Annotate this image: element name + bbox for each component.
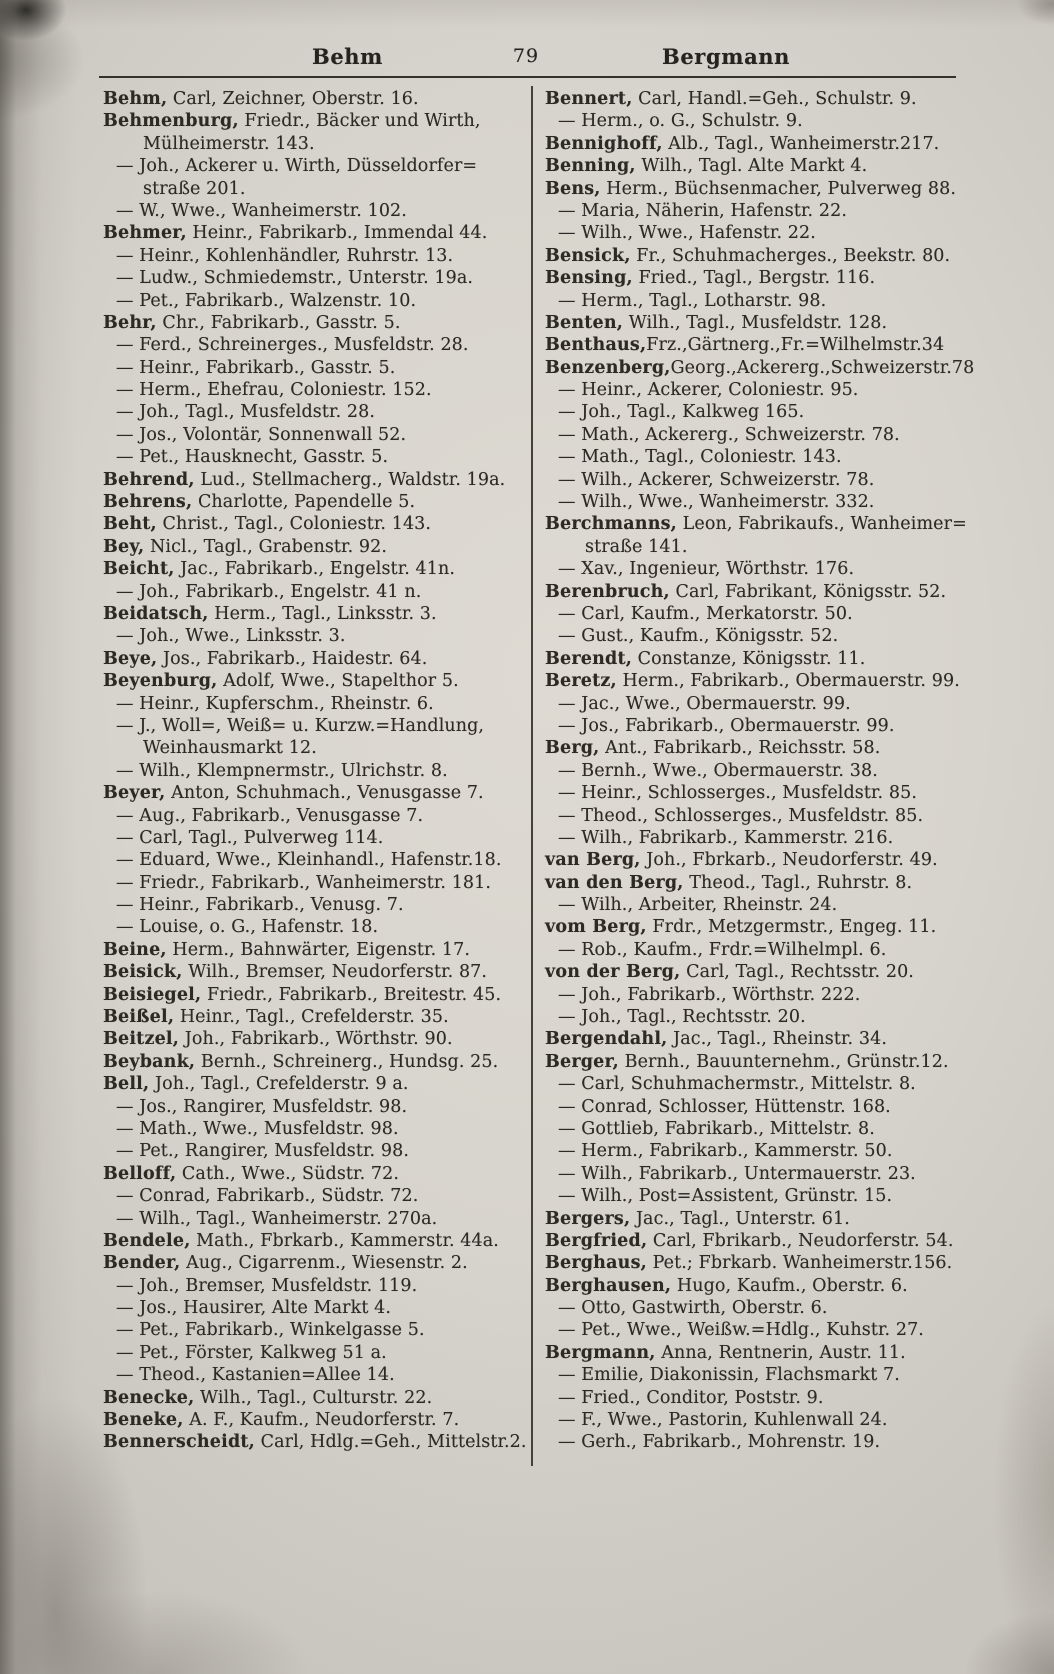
directory-entry-line: Behmer, Heinr., Fabrikarb., Immendal 44. (103, 223, 488, 244)
directory-entry-line: — Conrad, Fabrikarb., Südstr. 72. (116, 1186, 419, 1207)
surname: Beidatsch, (103, 603, 209, 624)
directory-entry-line: Behr, Chr., Fabrikarb., Gasstr. 5. (103, 312, 401, 333)
directory-entry-line: Bender, Aug., Cigarrenm., Wiesenstr. 2. (103, 1253, 468, 1274)
header-right-title: Bergmann (662, 44, 791, 69)
surname: Bensick, (545, 245, 631, 266)
directory-entry-line: Berger, Bernh., Bauunternehm., Grünstr.12. (545, 1051, 949, 1072)
directory-entry-line: — Pet., Hausknecht, Gasstr. 5. (116, 447, 389, 468)
directory-entry-line: — Jos., Volontär, Sonnenwall 52. (116, 424, 407, 445)
directory-entry-line: — Xav., Ingenieur, Wörthstr. 176. (558, 559, 855, 580)
surname: Beybank, (103, 1051, 196, 1072)
directory-entry-line: — Carl, Schuhmachermstr., Mittelstr. 8. (558, 1074, 916, 1095)
directory-entry-line: — Theod., Kastanien=Allee 14. (116, 1365, 395, 1386)
surname: Beyenburg, (103, 671, 218, 692)
directory-entry-line: — Carl, Kaufm., Merkatorstr. 50. (558, 603, 853, 624)
directory-entry-line: — J., Woll=, Weiß= u. Kurzw.=Handlung, (116, 715, 485, 736)
surname: Beht, (103, 514, 157, 535)
surname: Benzenberg, (545, 357, 671, 378)
directory-entry-line: — Ludw., Schmiedemstr., Unterstr. 19a. (116, 268, 474, 289)
directory-entry-line: — Wilh., Klempnermstr., Ulrichstr. 8. (116, 760, 448, 781)
page-number: 79 (512, 45, 540, 67)
column-right (545, 88, 975, 1454)
directory-entry-line: — Wilh., Arbeiter, Rheinstr. 24. (558, 895, 838, 916)
surname: Beicht, (103, 559, 175, 580)
directory-entry-line: Belloff, Cath., Wwe., Südstr. 72. (103, 1163, 400, 1184)
directory-entry-line: — Jos., Rangirer, Musfeldstr. 98. (116, 1096, 408, 1117)
directory-entry-line: Berghaus, Pet.; Fbrkarb. Wanheimerstr.156. (545, 1253, 953, 1274)
directory-entry-line: — Wilh., Ackerer, Schweizerstr. 78. (558, 469, 875, 490)
surname: van Berg, (545, 850, 641, 871)
directory-entry-line: — Math., Tagl., Coloniestr. 143. (558, 447, 842, 468)
directory-entry-line: Bergendahl, Jac., Tagl., Rheinstr. 34. (545, 1029, 888, 1050)
surname: vom Berg, (545, 917, 647, 938)
directory-entry-line: straße 141. (585, 536, 688, 557)
directory-entry-line: Bensick, Fr., Schuhmacherges., Beekstr. 80. (545, 245, 951, 266)
directory-entry-line: — Wilh., Wwe., Hafenstr. 22. (558, 223, 816, 244)
directory-entry-line: Bennerscheidt, Carl, Hdlg.=Geh., Mittelstr.2. (103, 1432, 527, 1453)
directory-entry-line: straße 201. (143, 178, 246, 199)
directory-entry-line: Bensing, Fried., Tagl., Bergstr. 116. (545, 268, 876, 289)
directory-entry-line: — Wilh., Post=Assistent, Grünstr. 15. (558, 1186, 893, 1207)
surname: Benthaus, (545, 335, 647, 356)
directory-entry-line: Behrens, Charlotte, Papendelle 5. (103, 492, 416, 513)
surname: Benecke, (103, 1387, 195, 1408)
directory-entry-line: — Joh., Bremser, Musfeldstr. 119. (116, 1275, 418, 1296)
directory-entry-line: — Gottlieb, Fabrikarb., Mittelstr. 8. (558, 1118, 875, 1139)
directory-entry-line: — Otto, Gastwirth, Oberstr. 6. (558, 1298, 828, 1319)
surname: Beißel, (103, 1007, 175, 1028)
directory-entry-line: — Jos., Hausirer, Alte Markt 4. (116, 1298, 392, 1319)
surname: Behm, (103, 89, 168, 109)
directory-entry-line: Beybank, Bernh., Schreinerg., Hundsg. 25. (103, 1051, 499, 1072)
directory-entry-line: Berenbruch, Carl, Fabrikant, Königsstr. 52. (545, 581, 947, 602)
directory-entry-line: Mülheimerstr. 143. (143, 133, 315, 154)
directory-entry-line: Beneke, A. F., Kaufm., Neudorferstr. 7. (103, 1410, 460, 1431)
surname: Bennerscheidt, (103, 1432, 255, 1453)
surname: Beretz, (545, 671, 617, 692)
directory-entry-line: — Conrad, Schlosser, Hüttenstr. 168. (558, 1096, 891, 1117)
directory-entry-line: — Ferd., Schreinerges., Musfeldstr. 28. (116, 335, 469, 356)
directory-entry-line: — Joh., Tagl., Kalkweg 165. (558, 402, 805, 423)
directory-entry-line: Berendt, Constanze, Königsstr. 11. (545, 648, 866, 669)
directory-entry-line: Beidatsch, Herm., Tagl., Linksstr. 3. (103, 603, 437, 624)
directory-entry-line: — Wilh., Fabrikarb., Kammerstr. 216. (558, 827, 894, 848)
directory-entry-line: Beicht, Jac., Fabrikarb., Engelstr. 41n. (103, 559, 456, 580)
directory-entry-line: Bell, Joh., Tagl., Crefelderstr. 9 a. (103, 1074, 409, 1095)
directory-entry-line: Bendele, Math., Fbrkarb., Kammerstr. 44a. (103, 1230, 499, 1251)
surname: Behmenburg, (103, 111, 239, 132)
surname: Bendele, (103, 1230, 191, 1251)
surname: Berenbruch, (545, 581, 670, 602)
directory-entry-line: — Rob., Kaufm., Frdr.=Wilhelmpl. 6. (558, 939, 887, 960)
directory-entry-line: Beisick, Wilh., Bremser, Neudorferstr. 87. (103, 962, 488, 983)
directory-entry-line: — Heinr., Fabrikarb., Venusg. 7. (116, 895, 404, 916)
directory-entry-line: — Heinr., Ackerer, Coloniestr. 95. (558, 380, 859, 401)
surname: Behmer, (103, 223, 187, 244)
surname: Beisiegel, (103, 984, 202, 1005)
directory-entry-line: — Heinr., Kohlenhändler, Ruhrstr. 13. (116, 245, 454, 266)
surname: Bergfried, (545, 1230, 648, 1251)
surname: Berger, (545, 1051, 619, 1072)
directory-entry-line: vom Berg, Frdr., Metzgermstr., Engeg. 11. (545, 917, 937, 938)
directory-entry-line: — Joh., Ackerer u. Wirth, Düsseldorfer= (116, 156, 478, 177)
directory-entry-line: — Herm., Tagl., Lotharstr. 98. (558, 290, 827, 311)
directory-entry-line: — Wilh., Wwe., Wanheimerstr. 332. (558, 492, 875, 513)
surname: Berg, (545, 738, 600, 759)
directory-entry-line: — F., Wwe., Pastorin, Kuhlenwall 24. (558, 1410, 888, 1431)
directory-entry-line: — W., Wwe., Wanheimerstr. 102. (116, 200, 407, 221)
directory-entry-line: — Math., Wwe., Musfeldstr. 98. (116, 1118, 399, 1139)
directory-entry-line: Beißel, Heinr., Tagl., Crefelderstr. 35. (103, 1007, 449, 1028)
surname: Behrens, (103, 492, 193, 513)
directory-entry-line: — Fried., Conditor, Poststr. 9. (558, 1387, 824, 1408)
directory-entry-line: — Maria, Näherin, Hafenstr. 22. (558, 200, 847, 221)
directory-entry-line: — Joh., Fabrikarb., Wörthstr. 222. (558, 984, 861, 1005)
directory-entry-line: Benthaus,Frz.,Gärtnerg.,Fr.=Wilhelmstr.34 (545, 335, 945, 356)
surname: Bell, (103, 1074, 150, 1095)
directory-entry-line: — Joh., Tagl., Musfeldstr. 28. (116, 402, 376, 423)
directory-entry-line: Bey, Nicl., Tagl., Grabenstr. 92. (103, 536, 388, 557)
directory-entry-line: — Theod., Schlosserges., Musfeldstr. 85. (558, 805, 924, 826)
directory-entry-line: Beisiegel, Friedr., Fabrikarb., Breitestr. 45. (103, 984, 502, 1005)
directory-entry-line: Beyer, Anton, Schuhmach., Venusgasse 7. (103, 783, 484, 804)
surname: Behrend, (103, 469, 195, 490)
directory-entry-line: Weinhausmarkt 12. (143, 738, 317, 759)
directory-entry-line: Benecke, Wilh., Tagl., Culturstr. 22. (103, 1387, 433, 1408)
surname: Behr, (103, 312, 157, 333)
directory-entry-line: — Pet., Rangirer, Musfeldstr. 98. (116, 1141, 410, 1162)
directory-entry-line: Berghausen, Hugo, Kaufm., Oberstr. 6. (545, 1275, 908, 1296)
directory-entry-line: Berg, Ant., Fabrikarb., Reichsstr. 58. (545, 738, 881, 759)
directory-entry-line: — Pet., Fabrikarb., Winkelgasse 5. (116, 1320, 425, 1341)
directory-entry-line: — Joh., Fabrikarb., Engelstr. 41 n. (116, 581, 422, 602)
header-rule (99, 76, 956, 78)
directory-entry-line: Beye, Jos., Fabrikarb., Haidestr. 64. (103, 648, 428, 669)
directory-entry-line: Beitzel, Joh., Fabrikarb., Wörthstr. 90. (103, 1029, 453, 1050)
surname: Beye, (103, 648, 158, 669)
directory-entry-line: Berchmanns, Leon, Fabrikaufs., Wanheimer= (545, 514, 967, 535)
surname: Berghausen, (545, 1275, 672, 1296)
surname: von der Berg, (545, 962, 681, 983)
directory-entry-line: Beine, Herm., Bahnwärter, Eigenstr. 17. (103, 939, 471, 960)
directory-entry-line: Beyenburg, Adolf, Wwe., Stapelthor 5. (103, 671, 459, 692)
directory-entry-line: — Carl, Tagl., Pulverweg 114. (116, 827, 384, 848)
surname: Bender, (103, 1253, 181, 1274)
directory-entry-line: — Herm., o. G., Schulstr. 9. (558, 111, 803, 132)
header-left-title: Behm (312, 44, 383, 69)
directory-entry-line: — Herm., Ehefrau, Coloniestr. 152. (116, 380, 432, 401)
directory-entry-line: — Pet., Förster, Kalkweg 51 a. (116, 1342, 387, 1363)
directory-entry-line: — Jos., Fabrikarb., Obermauerstr. 99. (558, 715, 895, 736)
directory-entry-line: — Heinr., Fabrikarb., Gasstr. 5. (116, 357, 396, 378)
directory-entry-line: — Math., Ackererg., Schweizerstr. 78. (558, 424, 900, 445)
directory-entry-line: Bens, Herm., Büchsenmacher, Pulverweg 88. (545, 178, 957, 199)
surname: Beine, (103, 939, 167, 960)
directory-entry-line: Benten, Wilh., Tagl., Musfeldstr. 128. (545, 312, 888, 333)
directory-entry-line: Bergers, Jac., Tagl., Unterstr. 61. (545, 1208, 850, 1229)
directory-entry-line: Bergfried, Carl, Fbrikarb., Neudorferstr. 54. (545, 1230, 954, 1251)
surname: Bergendahl, (545, 1029, 668, 1050)
directory-entry-line: — Louise, o. G., Hafenstr. 18. (116, 917, 379, 938)
surname: Benning, (545, 156, 636, 177)
surname: Beyer, (103, 783, 166, 804)
surname: Bens, (545, 178, 601, 199)
directory-entry-line: — Gerh., Fabrikarb., Mohrenstr. 19. (558, 1432, 881, 1453)
surname: Bennert, (545, 89, 633, 109)
directory-entry-line: van den Berg, Theod., Tagl., Ruhrstr. 8. (545, 872, 913, 893)
directory-entry-line: — Gust., Kaufm., Königsstr. 52. (558, 626, 839, 647)
directory-entry-line: — Joh., Tagl., Rechtsstr. 20. (558, 1007, 806, 1028)
directory-entry-line: — Emilie, Diakonissin, Flachsmarkt 7. (558, 1365, 900, 1386)
directory-entry-line: van Berg, Joh., Fbrkarb., Neudorferstr. 49. (545, 850, 938, 871)
directory-entry-line: — Heinr., Kupferschm., Rheinstr. 6. (116, 693, 434, 714)
directory-entry-line: — Heinr., Schlosserges., Musfeldstr. 85. (558, 783, 917, 804)
directory-entry-line: — Herm., Fabrikarb., Kammerstr. 50. (558, 1141, 893, 1162)
directory-entry-line: Behrend, Lud., Stellmacherg., Waldstr. 19a. (103, 469, 506, 490)
directory-entry-line: Behmenburg, Friedr., Bäcker und Wirth, (103, 111, 481, 132)
directory-entry-line: — Friedr., Fabrikarb., Wanheimerstr. 181. (116, 872, 492, 893)
directory-entry-line: Behm, Carl, Zeichner, Oberstr. 16. (103, 89, 419, 109)
directory-entry-line: — Jac., Wwe., Obermauerstr. 99. (558, 693, 851, 714)
directory-entry-line: Benning, Wilh., Tagl. Alte Markt 4. (545, 156, 868, 177)
directory-entry-line: — Wilh., Tagl., Wanheimerstr. 270a. (116, 1208, 438, 1229)
surname: Berendt, (545, 648, 633, 669)
directory-entry-line: Bergmann, Anna, Rentnerin, Austr. 11. (545, 1342, 906, 1363)
surname: Berghaus, (545, 1253, 647, 1274)
directory-entry-line: — Joh., Wwe., Linksstr. 3. (116, 626, 346, 647)
directory-entry-line: — Wilh., Fabrikarb., Untermauerstr. 23. (558, 1163, 916, 1184)
directory-entry-line: — Bernh., Wwe., Obermauerstr. 38. (558, 760, 878, 781)
surname: Benten, (545, 312, 624, 333)
directory-entry-line: Bennert, Carl, Handl.=Geh., Schulstr. 9. (545, 89, 917, 109)
surname: Beneke, (103, 1410, 184, 1431)
directory-entry-line: — Pet., Fabrikarb., Walzenstr. 10. (116, 290, 417, 311)
surname: Berchmanns, (545, 514, 677, 535)
directory-entry-line: Beht, Christ., Tagl., Coloniestr. 143. (103, 514, 432, 535)
directory-entry-line: Benzenberg,Georg.,Ackererg.,Schweizerstr.78 (545, 357, 975, 378)
surname: Beisick, (103, 962, 183, 983)
directory-entry-line: Beretz, Herm., Fabrikarb., Obermauerstr. 99. (545, 671, 960, 692)
surname: Bergers, (545, 1208, 631, 1229)
directory-entry-line: — Pet., Wwe., Weißw.=Hdlg., Kuhstr. 27. (558, 1320, 924, 1341)
surname: Bennighoff, (545, 133, 663, 154)
directory-entry-line: — Eduard, Wwe., Kleinhandl., Hafenstr.18. (116, 850, 502, 871)
directory-entry-line: Bennighoff, Alb., Tagl., Wanheimerstr.217. (545, 133, 940, 154)
directory-entry-line: von der Berg, Carl, Tagl., Rechtsstr. 20. (545, 962, 914, 983)
column-divider (531, 86, 533, 1466)
surname: Bey, (103, 536, 145, 557)
surname: Bensing, (545, 268, 633, 289)
surname: Bergmann, (545, 1342, 656, 1363)
surname: Beitzel, (103, 1029, 180, 1050)
column-left (103, 88, 527, 1454)
surname: van den Berg, (545, 872, 684, 893)
surname: Belloff, (103, 1163, 177, 1184)
directory-entry-line: — Aug., Fabrikarb., Venusgasse 7. (116, 805, 424, 826)
